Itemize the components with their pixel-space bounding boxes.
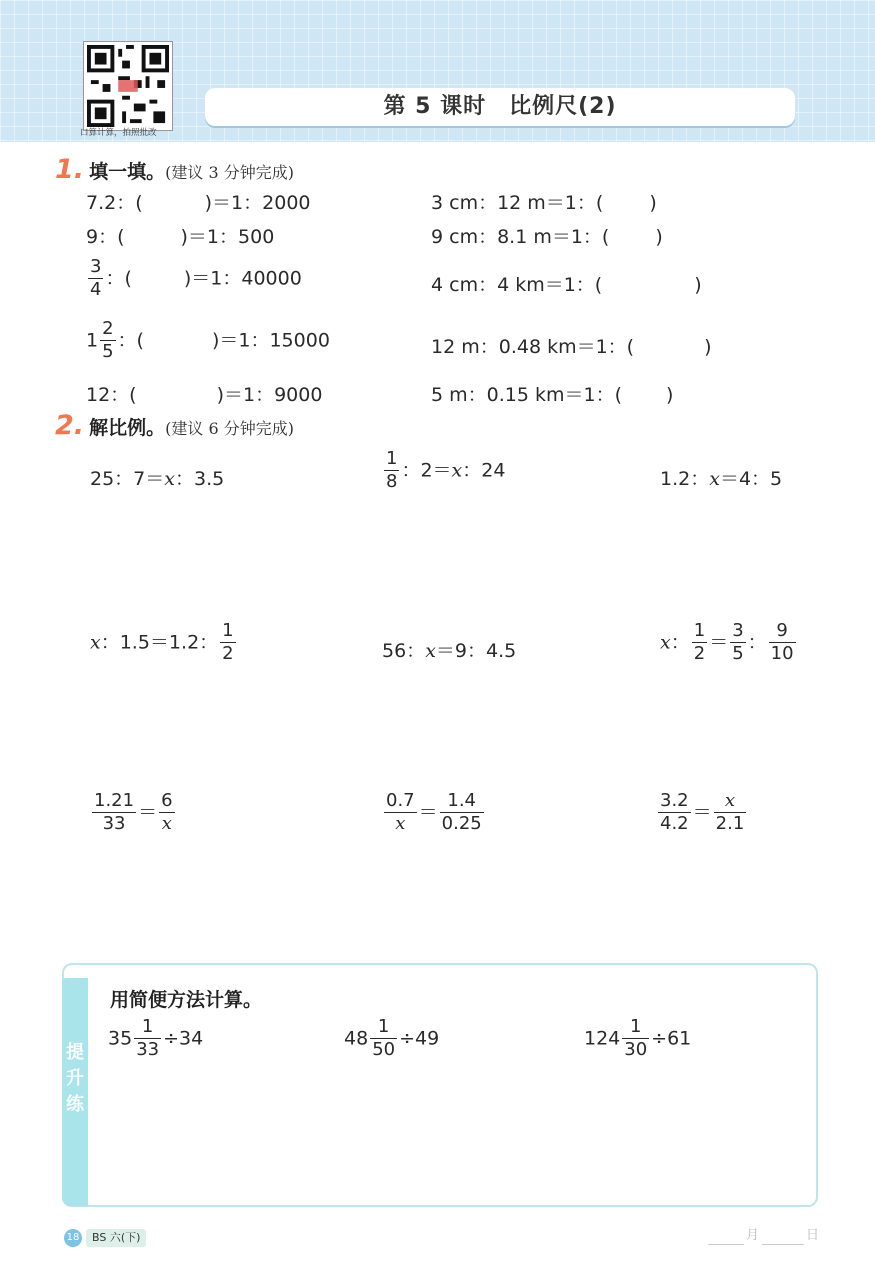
fill-item-2: 9：( )＝1：500 [86, 226, 275, 248]
page-number: 18 [64, 1229, 82, 1247]
grade-label: BS 六(下) [86, 1229, 146, 1247]
fill-item-1: 7.2：( )＝1：2000 [86, 192, 311, 214]
fraction: $\frac{1}{2}$ [693, 620, 706, 664]
section1-heading [55, 154, 294, 185]
month-line[interactable] [708, 1244, 744, 1245]
proportion-7: $\frac{1.21}{33}$ ＝ $\frac{6}{x}$ [94, 790, 173, 834]
proportion-1: 25：7＝x：3.5 [90, 468, 225, 490]
fraction: $\frac{3}{5}$ [732, 620, 744, 664]
fraction: $\frac{x}{2.1}$ [715, 790, 745, 834]
proportion-4: x：1.5＝1.2： $\frac{1}{2}$ [90, 620, 234, 664]
fill-item-8: 4 cm：4 km＝1：( ) [431, 274, 702, 296]
fraction: $\frac{1}{8}$ [386, 448, 398, 492]
extension-title: 用简便方法计算。 [110, 989, 263, 1011]
section2-subtitle: (建议 6 分钟完成) [165, 419, 294, 438]
fraction: $\frac{3.2}{4.2}$ [660, 790, 689, 834]
month-label: 月 [746, 1228, 760, 1243]
fraction: $\frac{9}{10}$ [770, 620, 794, 664]
section1-subtitle: (建议 3 分钟完成) [165, 163, 294, 182]
qr-caption: 口算计算，拍照批改 [80, 128, 157, 138]
fraction: $\frac{1.21}{33}$ [94, 790, 135, 834]
qr-code-icon [87, 45, 169, 127]
fill-item-7: 9 cm：8.1 m＝1：( ) [431, 226, 663, 248]
fraction: $\frac{2}{5}$ [102, 318, 114, 362]
fill-item-4: 1 $\frac{2}{5}$ ：( )＝1：15000 [86, 318, 330, 362]
section2-number: 2. [55, 410, 85, 441]
day-line[interactable] [762, 1244, 804, 1245]
fraction: $\frac{6}{x}$ [161, 790, 173, 834]
fraction: $\frac{1}{30}$ [624, 1016, 648, 1060]
section2-heading [55, 410, 294, 441]
fraction: $\frac{1}{33}$ [136, 1016, 160, 1060]
extension-tab-label: 提 升 练 [66, 1042, 84, 1115]
fraction: $\frac{0.7}{x}$ [386, 790, 415, 834]
fill-item-3: $\frac{3}{4}$ ：( )＝1：40000 [90, 256, 302, 300]
proportion-2: $\frac{1}{8}$ ：2＝x：24 [386, 448, 506, 492]
extension-item-2: 48 $\frac{1}{50}$ ÷49 [344, 1016, 440, 1060]
fill-item-10: 5 m：0.15 km＝1：( ) [431, 384, 674, 406]
page-title: 第 5 课时 比例尺(2) [383, 94, 617, 119]
fraction: $\frac{1}{2}$ [222, 620, 234, 664]
day-label: 日 [806, 1228, 820, 1243]
proportion-9: $\frac{3.2}{4.2}$ ＝ $\frac{x}{2.1}$ [660, 790, 745, 834]
fraction: $\frac{3}{4}$ [90, 256, 102, 300]
proportion-8: $\frac{0.7}{x}$ ＝ $\frac{1.4}{0.25}$ [386, 790, 482, 834]
proportion-5: 56：x＝9：4.5 [382, 640, 517, 662]
fill-item-6: 3 cm：12 m＝1：( ) [431, 192, 657, 214]
fraction: $\frac{1.4}{0.25}$ [441, 790, 482, 834]
section2-title: 解比例。 [89, 417, 166, 439]
section1-title: 填一填。 [89, 161, 166, 183]
proportion-3: 1.2：x＝4：5 [660, 468, 783, 490]
extension-item-3: 124 $\frac{1}{30}$ ÷61 [584, 1016, 692, 1060]
fill-item-5: 12：( )＝1：9000 [86, 384, 323, 406]
extension-item-1: 35 $\frac{1}{33}$ ÷34 [108, 1016, 204, 1060]
qr-code[interactable] [84, 42, 172, 130]
proportion-6: x： $\frac{1}{2}$ ＝ $\frac{3}{5}$ ： $\frac{9}{10}$ [660, 620, 794, 664]
fraction: $\frac{1}{50}$ [372, 1016, 396, 1060]
section1-number: 1. [55, 154, 85, 185]
fill-item-9: 12 m：0.48 km＝1：( ) [431, 336, 712, 358]
